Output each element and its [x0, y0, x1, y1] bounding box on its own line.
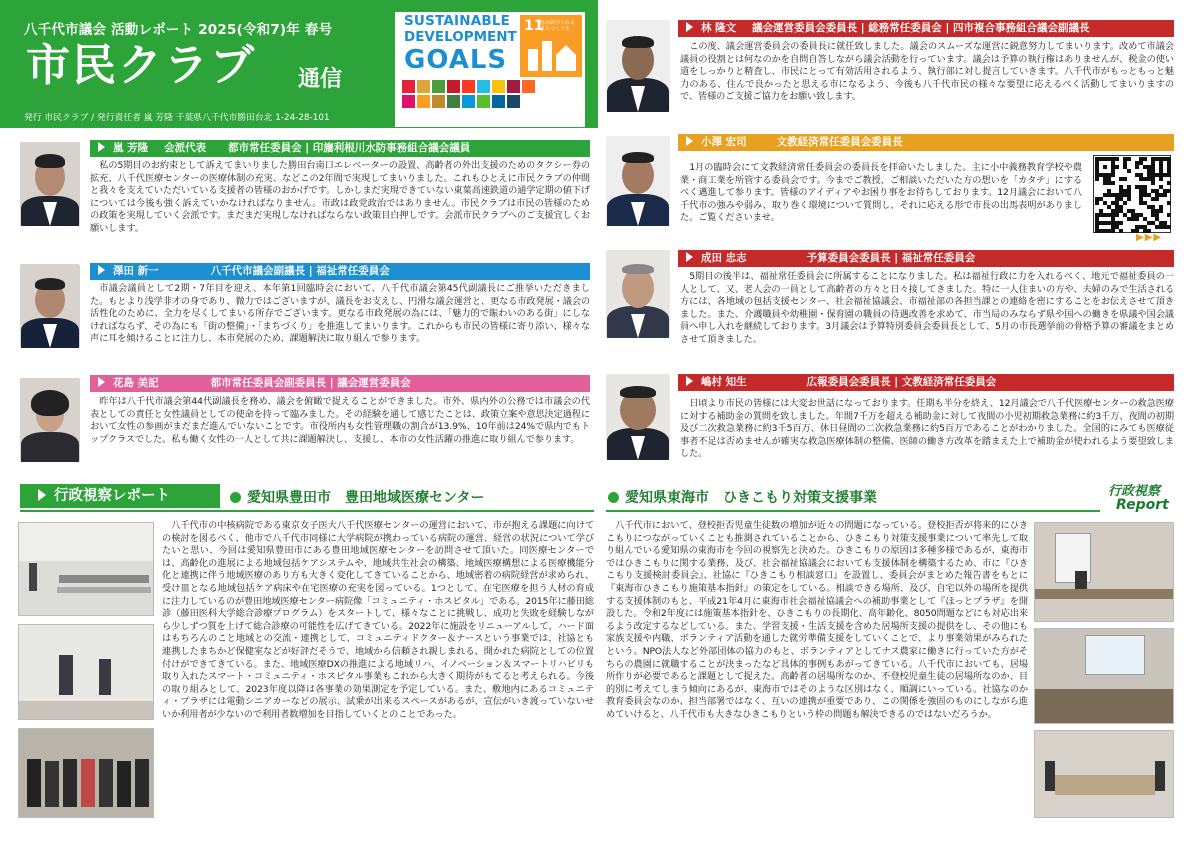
divider	[20, 510, 594, 512]
member-namebar-sawada	[90, 263, 590, 280]
sdgs-line3: GOALS	[404, 45, 508, 75]
qr-module	[1159, 209, 1163, 213]
member-role: 文教経済常任委員会委員長	[776, 136, 903, 148]
report-stamp-line2: Report	[1116, 497, 1169, 513]
member-message: 私の5期目のお約束として訴えてまいりました勝田台南口エレベーターの設置、高齢者の外出支援のためのタクシー券の拡充、八千代医療センターの医療体制の充実、などこの2年間で実現してまいりました。これもひとえに市民クラブの仲間と我々を支えていただいている支援者の皆様のおかげです。しかしまだ実現できていない東葉高速鉄道の通学定期の値下げについては今後も強く訴えていかなければなりません。市政は政党政治ではありません。市民クラブは市民の皆様のための政策を実現していく会派です。まだまだ実現しなければならない政策目白押しです。会派市民クラブへのご支援宜しくお願いします。	[90, 160, 590, 234]
member-role: 会派代表	[164, 142, 207, 154]
qr-module	[1115, 165, 1119, 169]
report-stamp-line1: 行政視察	[1108, 484, 1161, 499]
triangle-icon	[98, 265, 105, 275]
qr-module	[1123, 177, 1127, 181]
newsletter-title: 市民クラブ	[26, 40, 256, 91]
sdgs-line2: DEVELOPMENT	[404, 29, 517, 45]
divider	[606, 510, 1100, 512]
sdgs-line1: SUSTAINABLE	[404, 13, 511, 29]
member-namebar-ozawa	[678, 134, 1174, 151]
member-namebar-narita	[678, 250, 1174, 267]
sdg-goal-tile	[477, 80, 490, 93]
sdg-goal-tile	[507, 95, 520, 108]
member-namebar-hayashi	[678, 20, 1174, 37]
member-message: 5期目の後半は、福祉常任委員会に所属することになりました。私は福祉行政に力を入れるべく、地元で福祉委員の一人として、又、老人会の一員として高齢者の方々と日々接してきました。特に一人住まいの方や、夫婦のみで生活される方には、各地域の包括支援センター、社会福祉協議会、市福祉部の各担当課との連絡を密にすることをお伝えさせて頂きました。また、介護職員や幼稚園・保育園の職員の待遇改善を求めて、市当局のみならず県や国への働きを県議や国会議員へ申し入れを継続しております。3月議会は予算特別委員会委員長として、5月の市長選挙前の骨格予算の審議をまとめさせて頂きました。	[680, 271, 1174, 345]
qr-module	[1123, 201, 1127, 205]
qr-module	[1167, 181, 1171, 185]
sdg11-label: 住み続けられる まちづくりを	[540, 20, 576, 32]
qr-module	[1127, 197, 1131, 201]
sdg-goal-tile	[432, 80, 445, 93]
qr-module	[1143, 157, 1147, 161]
qr-code-icon[interactable]	[1093, 155, 1171, 233]
member-message: この度、議会運営委員会の委員長に就任致しました。議会のスムーズな運営に鋭意努力してまいります。改めて市議会議員の役割とは何なのかを自問自答しながら議会活動を行っています。議会は予算の執行権はありませんが、税金の使い道をしっかりと精査し、市民にとって有効活用されるよう、執行部に対し提言していきます。八千代市がもっともっと魅力のある、住んで良かったと思える市になるよう、今後も八千代市民の様々な要望に応えるべく活動してまいりますので、皆様のご支援ご協力をお願い致します。	[680, 41, 1174, 103]
qr-module	[1167, 173, 1171, 177]
report-left-title: 愛知県豊田市 豊田地域医療センター	[230, 487, 484, 507]
member-photo-hanashima	[20, 378, 80, 462]
newsletter-title-suffix: 通信	[298, 67, 343, 92]
qr-module	[1111, 173, 1115, 177]
qr-module	[1115, 157, 1119, 161]
member-photo-ozawa	[606, 136, 670, 226]
qr-module	[1135, 217, 1139, 221]
sdg-goal-tile	[402, 80, 415, 93]
report-photo	[1034, 730, 1174, 818]
qr-module	[1163, 193, 1167, 197]
sdg-goal-tile	[462, 80, 475, 93]
member-name: 嶋村 知生	[701, 376, 747, 388]
member-role: 八千代市議会副議長 | 福祉常任委員会	[210, 265, 390, 277]
sdg-goal-tile	[447, 95, 460, 108]
member-role: 都市常任委員会 | 印旛利根川水防事務組合議会議員	[228, 142, 471, 154]
more-arrows-icon: ▶▶▶	[1136, 232, 1163, 243]
sdg-goal-tile	[492, 95, 505, 108]
qr-module	[1119, 229, 1123, 233]
sdg-goal-tile	[462, 95, 475, 108]
sdg-goal-tile	[432, 95, 445, 108]
sdg-goal-tile	[492, 80, 505, 93]
report-left-text: 八千代市の中核病院である東京女子医大八千代医療センターの運営において、市が抱える課題に向けての検討を図るべく、他市で八千代市同様に大学病院が携わっている病院の運営、経営の状況について学びたいと思い、今回は愛知県豊田市にある豊田地域医療センターを訪問させて頂いた。同医療センターでは、高齢化の進展による地域包括ケアシステムや、地域共生社会の構築、地域医療構想による医療機能分化と連携に伴う地域医療のあり方も大きく変化してきていることから、地域密着の病院経営が求められ、受け皿となる地域包括ケア病床や在宅医療の充実を図っている。1つとして、在宅医療を担う人材の育成に注力しているのが豊田地域医療センター病院像「コミュニティ・ホスピタル」である。2015年に藤田総診（藤田医科大学総合診療プログラム）をスタートして、様々なことに挑戦し、成功と失敗を経験しながら少しずつ質を上げて総合診療の可能性を広げてきている。2022年に施設をリニューアルして、ハード面はもちろんのこと地域との交流・連携として、コミュニティドクター＆ナースという事業では、社協とも連携したまちかど保健室などが好評だそうで、地域から信頼され親しまれる、開かれた病院としての位置付けができてきている。また、地域医療DXの推進による地域リハ、イノベーション＆スマートリハビリも取り入れたスマート・コミュニティ・ホスピタル事業もこれから大きく期待がもてると考えられる。今後の取り組みとして、2023年度以降は各事業の効果測定を予定している。また、敷地内にあるコミュニティ・プラザには電動シニアカーなどの展示、試乗が出来るスペースがあるが、宣伝がいき渡っていないせいか利用者が少ないので利用者数増加を目指していくとのことであった。	[162, 520, 594, 720]
qr-module	[1095, 177, 1099, 181]
member-photo-narita	[606, 250, 670, 338]
qr-module	[1111, 229, 1115, 233]
member-role: 広報委員会委員長 | 文教経済常任委員会	[806, 376, 997, 388]
qr-module	[1167, 201, 1171, 205]
qr-module	[1159, 177, 1163, 181]
qr-module	[1119, 221, 1123, 225]
issue-line: 八千代市議会 活動レポート 2025(令和7)年 春号	[24, 22, 333, 38]
report-right-title: 愛知県東海市 ひきこもり対策支援事業	[608, 487, 877, 507]
member-photo-sawada	[20, 264, 80, 348]
member-message: 昨年は八千代市議会第44代副議長を務め、議会を俯瞰で捉えることができました。市外、県内外の公務では市議会の代表としての責任と女性議員としての使命を持って臨みました。その経験を通して感じたことは、政策立案や意思決定過程において女性の参画がまだまだ進んでいないことです。市役所内も女性管理職の割合が13.9%、10年前は24%で県内でもトップクラスでした。私も働く女性の一人として共に課題解決し、支援し、本市の女性活躍の推進に取り組んで参ります。	[90, 396, 590, 445]
sdg11-number: 11	[524, 18, 544, 34]
sdg-goal-tile	[522, 80, 535, 93]
report-photo	[1034, 628, 1174, 724]
qr-module	[1135, 165, 1139, 169]
member-name: 澤田 新一	[113, 265, 159, 277]
triangle-icon	[686, 22, 693, 32]
qr-module	[1127, 169, 1131, 173]
member-photo-hayashi	[606, 20, 670, 112]
report-right-text: 八千代市において、登校拒否児童生徒数の増加が近々の問題になっている。登校拒否が将来的にひきこもりにつながっていくことも推測されていることから、ひきこもり対策支援事業について率先して取り組んでいる愛知県の東海市を今回の視察先と決めた。ひきこもりの原因は多種多様であるが、東海市ではひきこもりに関する業務、及び、社会福祉協議会においても支援体制を構築するため、市に『ひきこもり支援検討委員会』、社協に『ひきこもり相談窓口』を設置し、委員会がまとめた報告書をもとに『東海市ひきこもり施策基本指針』の策定をしている。相談できる場所、及び、自宅以外の場所を提供する支援体制のもと、平成21年4月に東海市社会福祉協議会への補助事業として『ほっとプラザ』を開設した。令和2年度には施策基本指針を、ひきこもりの長期化、高年齢化、8050問題などにも対応出来るよう改定するなどしている。また、学習支援・生活支援を含めた居場所支援の提供をし、その他にも家族支援や内職、ボランティア活動を通した就労準備支援をしていくことで、より事業効果がみられたという。NPO法人など外部団体の協力のもと、ボランティアとしてナス農家に働きに行っていた方がそちらの農園に就職することが決まったなど具体的事例もあがってきている。八千代市においても、居場所作りが必要であると課題として捉えた。高齢者の居場所なのか、不登校児童生徒の居場所なのか、目的別に考えてしまう傾向にあるが、東海市ではそのような区別はなく、順調にいっている。社協なのか教育委員会なのか、担当部署ではなく、互いの連携が重要であり、この関係を強固のものにしながら進めていけると、八千代市も大きなひきこもりという枠の問題も解決できるのではないだろうか。	[606, 520, 1028, 720]
member-namebar-arashi	[90, 140, 590, 157]
qr-module	[1155, 197, 1159, 201]
sdg-goal-tile	[417, 80, 430, 93]
sdgs-goal-icons	[402, 80, 582, 125]
triangle-icon	[686, 376, 693, 386]
report-heading: 行政視察レポート	[20, 484, 220, 508]
qr-module	[1111, 181, 1115, 185]
triangle-icon	[38, 489, 46, 501]
qr-module	[1167, 225, 1171, 229]
report-photo	[18, 624, 154, 720]
member-namebar-shimamura	[678, 374, 1174, 391]
sdg-goal-tile	[447, 80, 460, 93]
triangle-icon	[98, 142, 105, 152]
qr-module	[1151, 181, 1155, 185]
bullet-icon	[230, 492, 241, 503]
member-message: 1月の臨時会にて文教経済常任委員会の委員長を拝命いたしました。主に小中義務教育学校や農業・商工業を所管する委員会です。今までご教授、ご相談いただいた方の想いを「カタチ」にするべく邁進して参ります。皆様のアイディアやお困り事をお待ちしております。12月議会において八千代市の強みや弱み、取り巻く環境について質問し、それに応える形で市長の出馬表明がありました。ご覧くださいませ。	[680, 162, 1082, 224]
member-message: 日頃より市民の皆様には大変お世話になっております。任期も半分を終え、12月議会で八千代医療センターの救急医療に対する補助金の質問を致しました。年間7千万を超える補助金に対して夜間の小児初期救急業務に約3千万、夜間の初期及び二次救急業務に約3千5百万、休日昼間の二次救急業務に約5百万であることがわかりました。全国的にみても医療従事者不足は否めませんが確実な救急医療体制の整備、医師の働き方改革を踏まえた上で補助金が使われるよう要望致しました。	[680, 398, 1174, 460]
sdg-goal-tile	[417, 95, 430, 108]
qr-module	[1167, 213, 1171, 217]
qr-module	[1095, 201, 1099, 205]
qr-module	[1103, 165, 1107, 169]
sdg-goal-tile	[477, 95, 490, 108]
qr-module	[1115, 213, 1119, 217]
bullet-icon	[608, 492, 619, 503]
triangle-icon	[686, 252, 693, 262]
member-name: 林 隆文	[701, 22, 737, 34]
member-name: 嵐 芳隆	[113, 142, 149, 154]
report-photo	[1034, 522, 1174, 622]
report-photo	[18, 728, 154, 818]
member-photo-arashi	[20, 142, 80, 226]
member-role: 議会運営委員会委員長 | 総務常任委員会 | 四市複合事務組合議会副議長	[752, 22, 1090, 34]
member-name: 花島 美記	[113, 377, 159, 389]
member-name: 小澤 宏司	[701, 136, 747, 148]
member-photo-shimamura	[606, 374, 670, 460]
sdg-goal-tile	[507, 80, 520, 93]
triangle-icon	[686, 136, 693, 146]
qr-module	[1127, 157, 1131, 161]
member-namebar-hanashima	[90, 375, 590, 392]
qr-module	[1167, 189, 1171, 193]
sdg-goal-tile	[402, 95, 415, 108]
member-role: 予算委員会委員長 | 福祉常任委員会	[806, 252, 976, 264]
triangle-icon	[98, 377, 105, 387]
member-role: 都市常任委員会副委員長 | 議会運営委員会	[210, 377, 411, 389]
report-photo	[18, 522, 154, 616]
member-message: 市議会議員として2期・7年目を迎え、本年第1回臨時会において、八千代市議会第45代副議長にご推挙いただきました。もとより浅学非才の身であり、微力ではございますが、議長をお支えし、円滑な議会運営と、更なる市政発展・議会の活性化のために、全力を尽くしてまいる所存でございます。更なる市政発展の為には、「魅力的で賑わいのある街」にしなければならず、その為にも「街の整備」・「まちづくり」を推進してまいります。これからも市民の皆様に寄り添い、様々な声に耳を傾けることに注力し、本市発展のため、課題解決に取り組んで参ります。	[90, 283, 590, 345]
member-name: 成田 忠志	[701, 252, 747, 264]
publisher-info: 発行 市民クラブ / 発行責任者 嵐 芳隆 千葉県八千代市勝田台北 1-24-28-101	[24, 113, 330, 123]
